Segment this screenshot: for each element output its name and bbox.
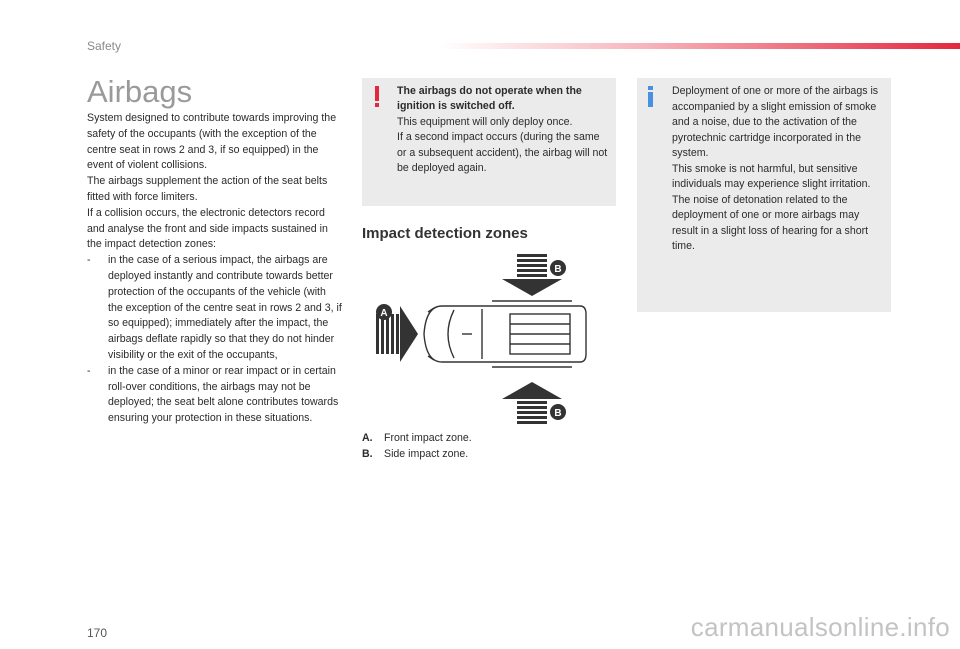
legend-key: A. <box>362 432 373 444</box>
side-arrow-top <box>502 254 562 296</box>
header-accent-bar <box>440 43 960 49</box>
intro-paragraph: System designed to contribute towards improving the safety of the occupants (with the exception of the centre seat in rows 2 and 3, if so equipped) in the event of violent collisions. <box>87 112 337 172</box>
page-title: Airbags <box>87 74 193 109</box>
intro-text <box>87 111 343 427</box>
legend-key: B. <box>362 447 373 460</box>
info-line: Deployment of one or more of the airbags is accompanied by a slight emission of smoke and a noise, due to the activation of the pyrotechnic cartridge incorporated in the system. <box>672 85 879 159</box>
impact-legend <box>362 431 472 463</box>
exclamation-icon <box>372 86 382 108</box>
warning-bold: The airbags do not operate when the ignition is switched off. <box>397 85 582 113</box>
vehicle-top-view <box>424 301 586 367</box>
bullet-text: in the case of a minor or rear impact or in certain roll-over conditions, the airbags may not be deployed; the seat belt alone contributes towards ensuring your protection in these situations. <box>108 364 339 425</box>
bullet-marker: - <box>87 364 91 377</box>
impact-zones-heading: Impact detection zones <box>362 225 528 242</box>
info-icon <box>645 86 657 108</box>
bullet-item <box>87 364 343 427</box>
info-line: This smoke is not harmful, but sensitive individuals may experience slight irritation. <box>672 162 871 190</box>
bullet-text: in the case of a serious impact, the airbags are deployed instantly and contribute towards better protection of the occupants of the vehicle (with the exception of the centre seat in rows 2 and 3, if so equipped); immediately after the impact, the airbags deflate rapidly so that they do not hinder visibility or the exit of the occupants, <box>108 254 342 361</box>
warning-text <box>397 84 611 176</box>
impact-zones-diagram <box>372 254 592 430</box>
impact-bullet-list <box>87 253 343 427</box>
label-badge-a <box>376 304 392 320</box>
page-number: 170 <box>87 626 108 640</box>
bullet-item <box>87 253 343 364</box>
watermark: carmanualsonline.info <box>690 612 950 642</box>
info-line: The noise of detonation related to the deployment of one or more airbags may result in a slight loss of hearing for a short time. <box>672 193 869 252</box>
label-b: B <box>554 408 562 419</box>
section-label: Safety <box>87 39 122 53</box>
label-a: A <box>380 308 388 319</box>
legend-text: Front impact zone. <box>384 432 472 444</box>
warning-line: If a second impact occurs (during the same or a subsequent accident), the airbag will not be deployed again. <box>397 131 608 175</box>
legend-row <box>362 431 472 447</box>
legend-text: Side impact zone. <box>384 447 469 460</box>
intro-paragraph: The airbags supplement the action of the seat belts fitted with force limiters. <box>87 175 328 203</box>
label-badge-b-bottom <box>550 404 566 420</box>
label-b: B <box>554 264 562 275</box>
info-text <box>672 84 888 255</box>
intro-paragraph: If a collision occurs, the electronic detectors record and analyse the front and side impacts sustained in the impact detection zones: <box>87 206 328 251</box>
label-badge-b-top <box>550 260 566 276</box>
warning-line: This equipment will only deploy once. <box>397 115 573 128</box>
bullet-marker: - <box>87 254 91 267</box>
legend-row <box>362 447 472 463</box>
